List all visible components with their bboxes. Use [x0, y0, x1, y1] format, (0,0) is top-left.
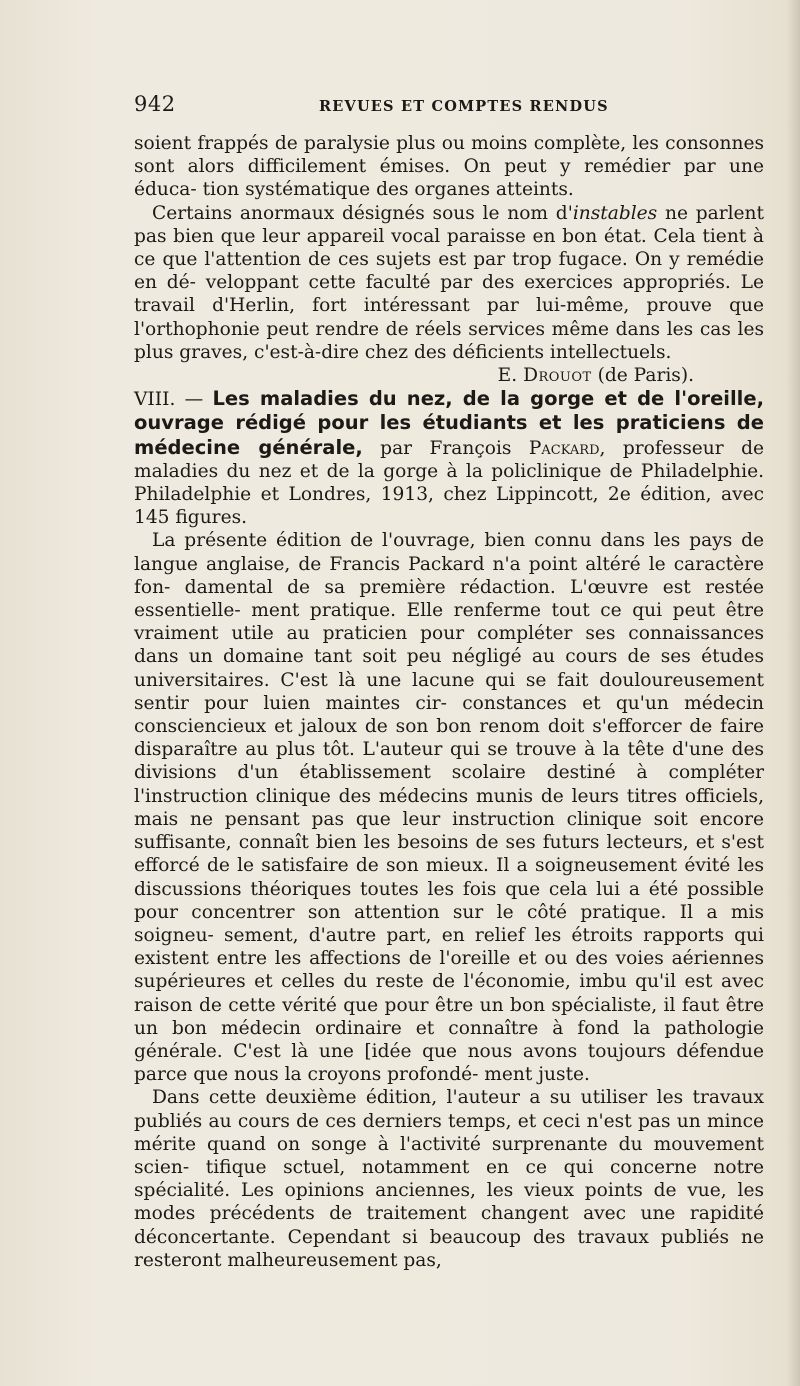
review-details: , professeur de maladies du nez et de la gorge à la policlinique de Philadelphie. Philadelphie et Londres, 1913, chez Lippincott, 2e édition, avec 145 figures.: [134, 437, 764, 529]
page-number: 942: [134, 92, 176, 116]
reviewer-signature: [134, 364, 764, 387]
signature-name: Drouot: [523, 365, 592, 387]
text-segment: Certains anormaux désignés sous le nom d': [152, 202, 573, 224]
review-number: VIII. —: [134, 389, 213, 411]
page-body: [134, 132, 764, 1272]
italic-term: instables: [572, 202, 658, 224]
page-header: [134, 92, 764, 128]
signature-place: (de Paris).: [591, 365, 694, 387]
review-title: Les maladies du nez, de la gorge et de l'oreille, ouvrage rédigé pour les étudiants et les praticiens de médecine générale,: [134, 387, 764, 459]
running-head: REVUES ET COMPTES RENDUS: [319, 98, 609, 115]
review-heading: [134, 387, 764, 529]
signature-initial: E.: [497, 365, 524, 387]
review-paragraph: La présente édition de l'ouvrage, bien connu dans les pays de langue anglaise, de Francis Packard n'a point altéré le caractère fon- damental de sa première rédaction. L'œuvre est restée essentielle- ment pratique. Elle renferme tout ce qui peut être vraiment utile au praticien pour compléter ses connaissances dans un domaine tant soit peu négligé au cours de ses études universitaires. C'est là une lacune qui se fait douloureusement sentir pour luien maintes cir- constances et qu'un médecin consciencieux et jaloux de son bon renom doit s'efforcer de faire disparaître au plus tôt. L'auteur qui se trouve à la tête d'une des divisions d'un établissement scolaire destiné à compléter l'instruction clinique des médecins munis de leurs titres officiels, mais ne pensant pas que leur instruction clinique soit encore suffisante, connaît bien les besoins de ses futurs lecteurs, et s'est efforcé de le satisfaire de son mieux. Il a soigneusement évité les discussions théoriques toutes les fois que cela lui a été possible pour concentrer son attention sur le côté pratique. Il a mis soigneu- sement, d'autre part, en relief les étroits rapports qui existent entre les affections de l'oreille et ou des voies aériennes supérieures et celles du reste de l'économie, imbu qu'il est avec raison de cette vérité que pour être un bon spécialiste, il faut être un bon médecin ordinaire et connaître à fond la pathologie générale. C'est là une [idée que nous avons toujours défendue parce que nous la croyons profondé- ment juste.: [134, 530, 764, 1086]
review-paragraph: Dans cette deuxième édition, l'auteur a su utiliser les travaux publiés au cours de ces derniers temps, et ceci n'est pas un mince mérite quand on songe à l'activité surprenante du mouvement scien- tifique sctuel, notamment en ce qui concerne notre spécialité. Les opinions anciennes, les vieux points de vue, les modes précédents de traitement changent avec une rapidité déconcertante. Cependant si beaucoup des travaux publiés ne resteront malheureusement pas,: [134, 1087, 764, 1271]
previous-review-paragraph: soient frappés de paralysie plus ou moins complète, les consonnes sont alors difficilement émises. On peut y remédier par une éduca- tion systématique des organes atteints.: [134, 133, 764, 201]
text-segment: par François: [362, 437, 529, 459]
author-name: Packard: [528, 437, 600, 459]
previous-review-paragraph: [134, 202, 764, 364]
text-segment: ne parlent pas bien que leur appareil vocal paraisse en bon état. Cela tient à ce que l'attention de ces sujets est par trop fugace. On y remédie en dé- veloppant cette faculté par des exercices appropriés. Le travail d'Herlin, fort intéressant par lui-même, prouve que l'orthophonie peut rendre de réels services même dans les cas les plus graves, c'est-à-dire chez des déficients intellectuels.: [134, 202, 764, 363]
